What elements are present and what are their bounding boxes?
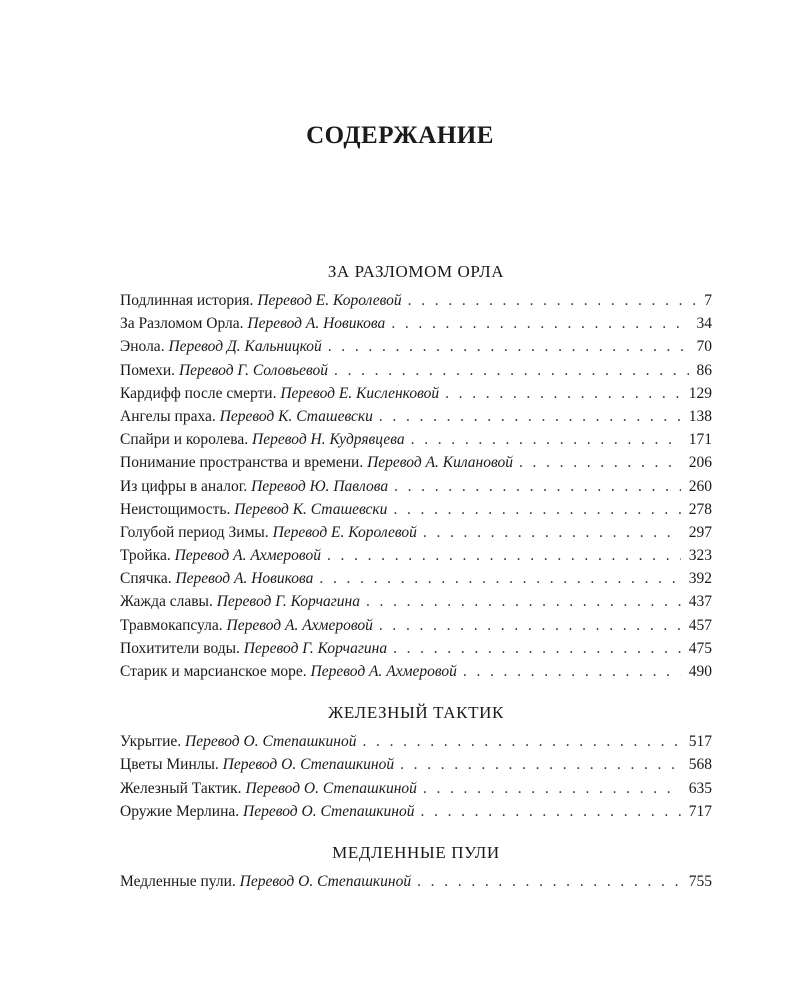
page-number: 86 [696, 361, 712, 379]
translator: Перевод А. Килановой [367, 454, 513, 472]
page-number: 171 [688, 431, 712, 449]
page-number: 7 [704, 292, 712, 309]
translator: Перевод А. Новикова [175, 570, 314, 588]
toc-entry[interactable] [120, 312, 712, 335]
story-title: Голубой период Зимы. [120, 523, 269, 541]
story-title: Травмокапсула. [120, 616, 223, 634]
page-number: 635 [688, 779, 712, 797]
story-title: Неистощимость. [120, 500, 231, 518]
translator: Перевод К. Сташевски [219, 407, 373, 425]
story-title: Понимание пространства и времени. [120, 454, 364, 472]
page-number: 260 [688, 477, 712, 495]
dot-leader [319, 567, 680, 590]
dot-leader [394, 475, 681, 498]
toc-entry[interactable] [120, 521, 712, 544]
story-title: Спячка. [120, 570, 172, 588]
page-number: 34 [696, 315, 712, 333]
entry-title [120, 614, 373, 637]
translator: Перевод О. Степашкиной [243, 802, 415, 820]
story-title: Укрытие. [120, 733, 182, 751]
toc-entry[interactable] [120, 590, 712, 613]
dot-leader [400, 753, 681, 776]
translator: Перевод Н. Кудрявцева [252, 431, 405, 449]
translator: Перевод А. Новикова [247, 315, 386, 333]
translator: Перевод Г. Корчагина [243, 639, 388, 657]
story-title: Подлинная история. [120, 292, 254, 309]
toc-entry[interactable] [120, 475, 712, 498]
story-title: Оружие Мерлина. [120, 802, 240, 820]
entry-title [120, 590, 360, 613]
section-entries-iron-tactician [120, 730, 712, 823]
dot-leader [379, 405, 681, 428]
translator: Перевод А. Ахмеровой [174, 547, 321, 565]
page-number: 323 [688, 547, 712, 565]
page-number: 568 [688, 756, 712, 774]
entry-title [120, 521, 417, 544]
dot-leader [411, 428, 681, 451]
page-number: 490 [688, 663, 712, 680]
page-number: 717 [688, 802, 712, 820]
dot-leader [379, 614, 681, 637]
dot-leader [417, 870, 681, 893]
translator: Перевод Г. Корчагина [216, 593, 360, 611]
translator: Перевод О. Степашкиной [185, 733, 357, 751]
dot-leader [463, 660, 681, 683]
story-title: Жажда славы. [120, 593, 213, 611]
toc-entry[interactable] [120, 660, 712, 683]
page-number: 755 [688, 872, 712, 890]
translator: Перевод К. Сташевски [234, 500, 388, 518]
story-title: Кардифф после смерти. [120, 384, 277, 402]
translator: Перевод Ю. Павлова [251, 477, 389, 495]
translator: Перевод О. Степашкиной [239, 872, 412, 890]
page-number: 457 [688, 616, 712, 634]
entry-title [120, 335, 322, 358]
entry-title [120, 475, 388, 498]
section-heading-eagle-rift: ЗА РАЗЛОМОМ ОРЛА [327, 262, 505, 281]
entry-title [120, 637, 387, 660]
toc-entry[interactable] [120, 498, 712, 521]
story-title: Помехи. [120, 361, 176, 379]
translator: Перевод А. Ахмеровой [310, 663, 457, 680]
entry-title [120, 428, 405, 451]
page-number: 437 [688, 593, 712, 611]
story-title: Ангелы праха. [120, 407, 216, 425]
entry-title [120, 567, 313, 590]
dot-leader [362, 730, 680, 753]
story-title: Медленные пули. [120, 872, 236, 890]
dot-leader [327, 544, 681, 567]
entry-title [120, 359, 328, 382]
translator: Перевод Е. Кисленковой [280, 384, 440, 402]
toc-entry[interactable] [120, 428, 712, 451]
translator: Перевод Д. Кальницкой [168, 338, 322, 356]
toc-entry[interactable] [120, 637, 712, 660]
entry-title [120, 777, 417, 800]
toc-entry[interactable] [120, 405, 712, 428]
entry-title [120, 382, 439, 405]
translator: Перевод Е. Королевой [257, 292, 402, 309]
entry-title [120, 730, 356, 753]
toc-entry[interactable] [120, 614, 712, 637]
entry-title [120, 289, 402, 312]
story-title: Железный Тактик. [120, 779, 242, 797]
toc-entry[interactable] [120, 800, 712, 823]
toc-entry[interactable] [120, 730, 712, 753]
translator: Перевод О. Степашкиной [222, 756, 395, 774]
page-number: 129 [688, 384, 712, 402]
story-title: Энола. [120, 338, 165, 356]
dot-leader [420, 800, 680, 823]
entry-title [120, 312, 385, 335]
dot-leader [423, 777, 681, 800]
section-heading-iron-tactician: ЖЕЛЕЗНЫЙ ТАКТИК [328, 703, 504, 723]
story-title: Похитители воды. [120, 639, 240, 657]
page-number: 297 [688, 523, 712, 541]
dot-leader [391, 312, 688, 335]
story-title: Цветы Минлы. [120, 756, 219, 774]
translator: Перевод О. Степашкиной [245, 779, 417, 797]
entry-title [120, 660, 457, 683]
dot-leader [445, 382, 681, 405]
dot-leader [423, 521, 681, 544]
dot-leader [393, 498, 680, 521]
dot-leader [328, 335, 689, 358]
page-title: СОДЕРЖАНИЕ [306, 121, 494, 149]
page-number: 206 [688, 454, 712, 472]
dot-leader [519, 451, 681, 474]
entry-title [120, 800, 414, 823]
toc-entry[interactable] [120, 451, 712, 474]
entry-title [120, 753, 394, 776]
section-entries-eagle-rift [120, 289, 712, 683]
toc-entry[interactable] [120, 382, 712, 405]
story-title: Тройка. [120, 547, 171, 565]
entry-title [120, 870, 411, 893]
section-entries-slow-bullets [120, 870, 712, 893]
dot-leader [366, 590, 681, 613]
toc-entry[interactable] [120, 335, 712, 358]
section-heading-slow-bullets: МЕДЛЕННЫЕ ПУЛИ [332, 842, 500, 862]
dot-leader [408, 289, 697, 312]
story-title: Спайри и королева. [120, 431, 249, 449]
story-title: Из цифры в аналог. [120, 477, 248, 495]
translator: Перевод Е. Королевой [272, 523, 417, 541]
toc-entry[interactable] [120, 289, 712, 312]
translator: Перевод Г. Соловьевой [178, 361, 329, 379]
page-number: 138 [688, 407, 712, 425]
page-number: 517 [688, 733, 712, 751]
page-number: 392 [688, 570, 712, 588]
page-number: 70 [696, 338, 712, 356]
toc-entry[interactable] [120, 870, 712, 893]
story-title: Старик и марсианское море. [120, 663, 307, 680]
table-of-contents [120, 258, 712, 893]
translator: Перевод А. Ахмеровой [226, 616, 373, 634]
toc-entry[interactable] [120, 753, 712, 776]
toc-entry[interactable] [120, 359, 712, 382]
dot-leader [334, 359, 688, 382]
entry-title [120, 451, 513, 474]
entry-title [120, 544, 321, 567]
page-number: 475 [688, 639, 712, 657]
toc-entry[interactable] [120, 567, 712, 590]
page-number: 278 [688, 500, 712, 518]
entry-title [120, 498, 387, 521]
toc-entry[interactable] [120, 544, 712, 567]
story-title: За Разломом Орла. [120, 315, 244, 333]
dot-leader [393, 637, 681, 660]
toc-entry[interactable] [120, 777, 712, 800]
entry-title [120, 405, 373, 428]
